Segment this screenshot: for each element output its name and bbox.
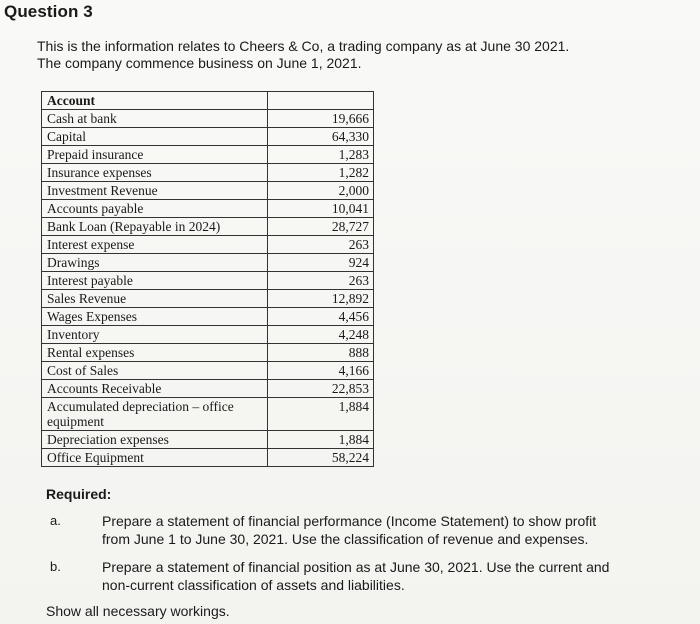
account-name: Cost of Sales (42, 362, 268, 380)
amount-column-header (268, 92, 374, 110)
table-row (42, 272, 374, 290)
task-marker: a. (50, 513, 61, 528)
table-row (42, 362, 374, 380)
account-name: Prepaid insurance (42, 146, 268, 164)
table-row (42, 290, 374, 308)
table-row (42, 164, 374, 182)
accounts-table (41, 91, 374, 467)
intro-line-1: This is the information relates to Cheers & Co, a trading company as at June 30 2021. (37, 38, 570, 54)
account-amount: 263 (268, 236, 374, 254)
account-column-header: Account (42, 92, 268, 110)
intro-line-2: The company commence business on June 1, 2021. (37, 55, 362, 71)
account-amount: 4,248 (268, 326, 374, 344)
table-row (42, 110, 374, 128)
table-row (42, 308, 374, 326)
account-amount: 1,884 (268, 431, 374, 449)
table-row (42, 398, 374, 431)
table-row (42, 449, 374, 467)
account-name: Bank Loan (Repayable in 2024) (42, 218, 268, 236)
account-amount: 1,282 (268, 164, 374, 182)
table-row (42, 200, 374, 218)
account-name: Drawings (42, 254, 268, 272)
account-name: Wages Expenses (42, 308, 268, 326)
account-amount: 4,456 (268, 308, 374, 326)
table-row (42, 146, 374, 164)
account-amount: 2,000 (268, 182, 374, 200)
account-name: Cash at bank (42, 110, 268, 128)
account-name: Accounts payable (42, 200, 268, 218)
table-row (42, 128, 374, 146)
table-header-row (42, 92, 374, 110)
account-name: Insurance expenses (42, 164, 268, 182)
account-name: Rental expenses (42, 344, 268, 362)
table-row (42, 254, 374, 272)
question-title: Question 3 (4, 2, 93, 21)
account-name: Inventory (42, 326, 268, 344)
account-name: Office Equipment (42, 449, 268, 467)
account-name: Sales Revenue (42, 290, 268, 308)
account-amount: 19,666 (268, 110, 374, 128)
account-amount: 263 (268, 272, 374, 290)
question-intro (37, 38, 657, 72)
table-row (42, 326, 374, 344)
account-amount: 888 (268, 344, 374, 362)
table-row (42, 380, 374, 398)
table-row (42, 218, 374, 236)
account-amount: 10,041 (268, 200, 374, 218)
task-marker: b. (50, 559, 61, 574)
account-amount: 58,224 (268, 449, 374, 467)
account-name: Accumulated depreciation – office equipment (42, 398, 268, 431)
account-amount: 22,853 (268, 380, 374, 398)
account-amount: 12,892 (268, 290, 374, 308)
account-name: Accounts Receivable (42, 380, 268, 398)
table-row (42, 236, 374, 254)
account-name: Interest payable (42, 272, 268, 290)
account-name: Interest expense (42, 236, 268, 254)
required-heading: Required: (46, 486, 112, 502)
account-amount: 1,283 (268, 146, 374, 164)
account-amount: 1,884 (268, 398, 374, 431)
account-name: Depreciation expenses (42, 431, 268, 449)
account-amount: 28,727 (268, 218, 374, 236)
table-row (42, 344, 374, 362)
account-name: Investment Revenue (42, 182, 268, 200)
task-text: Prepare a statement of financial performance (Income Statement) to show profit from June 1 to June 30, 2021. Use the classification of revenue and expenses. (102, 513, 597, 547)
table-row (42, 431, 374, 449)
table-row (42, 182, 374, 200)
account-amount: 924 (268, 254, 374, 272)
account-amount: 64,330 (268, 128, 374, 146)
workings-note: Show all necessary workings. (46, 603, 230, 619)
account-name: Capital (42, 128, 268, 146)
account-amount: 4,166 (268, 362, 374, 380)
task-text: Prepare a statement of financial position as at June 30, 2021. Use the current and non-current classification of assets and liabilities. (102, 559, 610, 593)
